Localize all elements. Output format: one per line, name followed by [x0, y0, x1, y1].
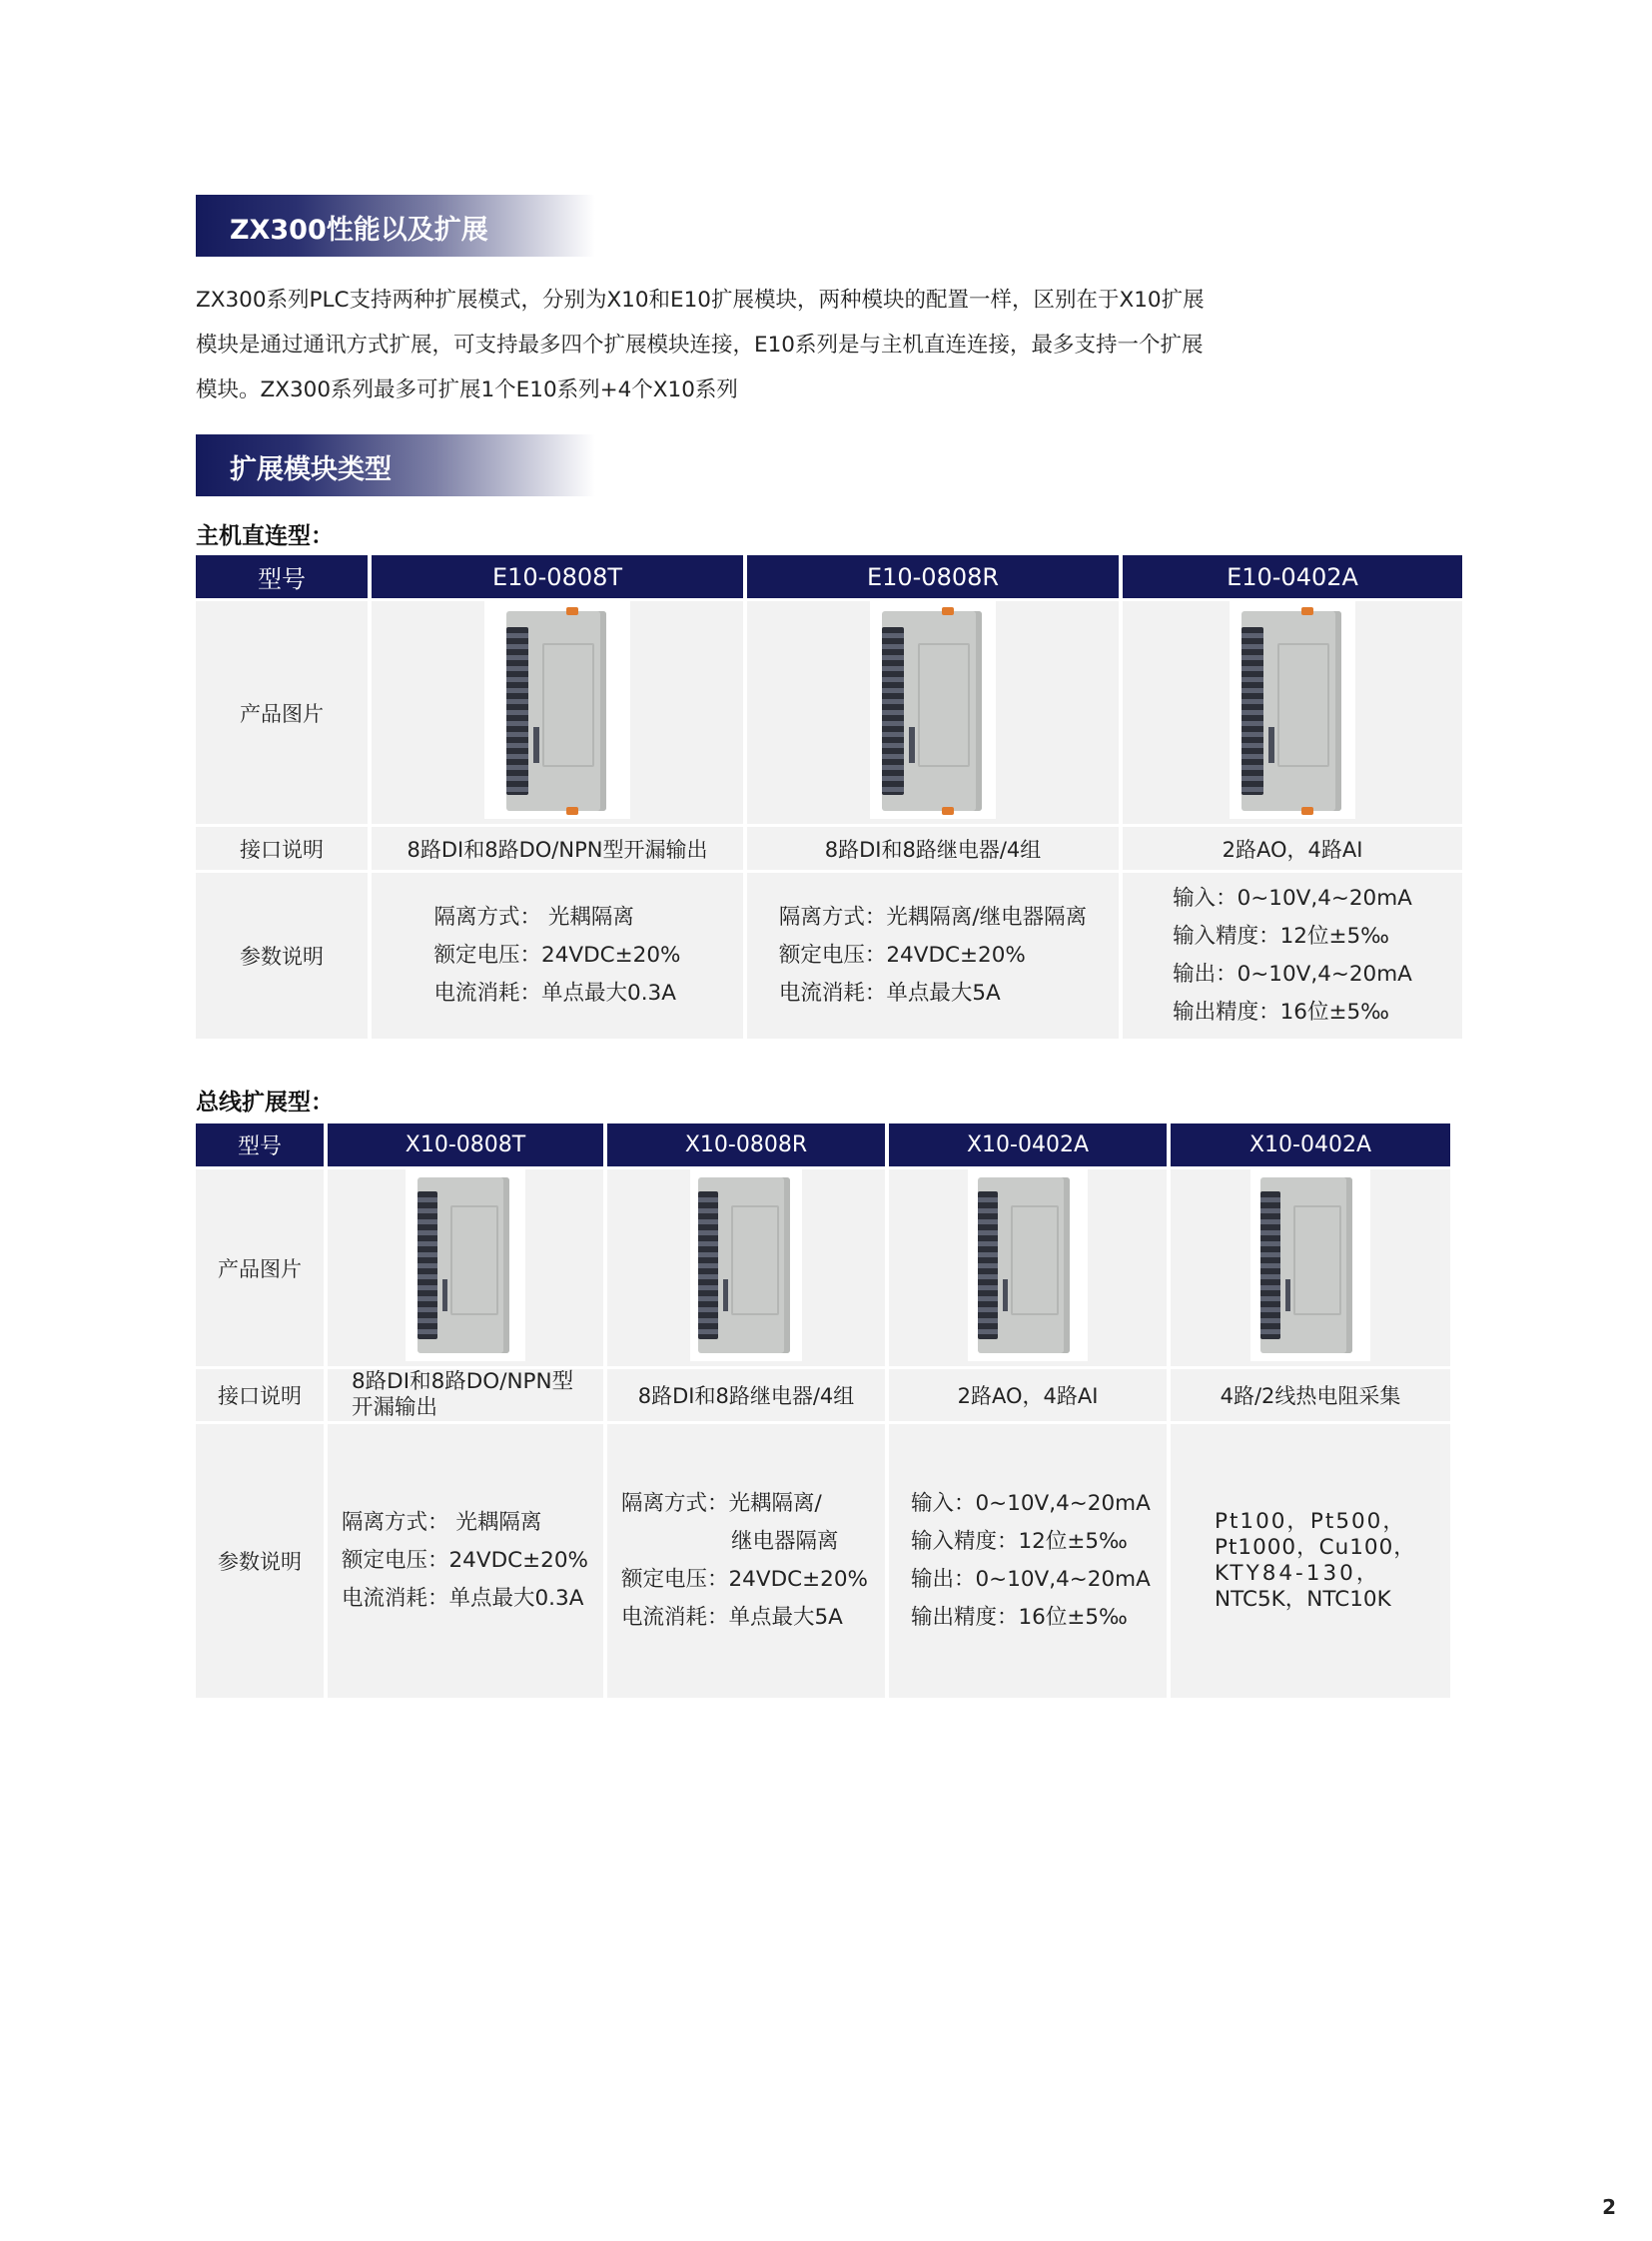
- param-line: 输入精度：12位±5‰: [1173, 924, 1389, 949]
- front-panel: [1011, 1205, 1059, 1315]
- product-image-cell: [1171, 1169, 1450, 1366]
- param-line: 输入精度：12位±5‰: [911, 1529, 1128, 1554]
- terminal-block: [882, 627, 904, 795]
- param-line: 输出：0~10V,4~20mA: [911, 1567, 1151, 1592]
- terminal-block: [978, 1191, 998, 1339]
- module-illustration: [882, 611, 982, 811]
- product-image: [870, 601, 996, 819]
- model-cell: X10-0402A: [889, 1123, 1167, 1166]
- section-title: ZX300性能以及扩展: [230, 215, 488, 246]
- interface-line: 8路DI和8路DO/NPN型: [352, 1369, 574, 1394]
- param-line: Pt1000，Cu100，: [1215, 1535, 1416, 1560]
- param-line: 输出：0~10V,4~20mA: [1173, 962, 1412, 987]
- brand-label: [723, 1279, 729, 1311]
- page-number: 2: [1602, 2195, 1616, 2219]
- table-row-params: [196, 873, 1462, 1039]
- interface-cell: 8路DI和8路继电器/4组: [747, 827, 1119, 870]
- product-image: [690, 1169, 802, 1361]
- brand-label: [909, 727, 915, 763]
- section-title-bar-performance: [196, 195, 595, 257]
- interface-line: 开漏输出: [352, 1395, 438, 1420]
- row-label-params: 参数说明: [196, 1424, 324, 1698]
- row-label-model: 型号: [196, 555, 368, 598]
- section-title: 扩展模块类型: [230, 454, 392, 485]
- params-cell: [747, 873, 1119, 1039]
- brand-label: [1003, 1279, 1009, 1311]
- interface-cell: 2路AO，4路AI: [1123, 827, 1462, 870]
- param-line: KTY84-130，: [1215, 1561, 1381, 1586]
- product-image-cell: [889, 1169, 1167, 1366]
- product-image-cell: [607, 1169, 885, 1366]
- table2-heading: 总线扩展型：: [196, 1090, 334, 1116]
- interface-line: 8路DI和8路继电器/4组: [637, 1384, 855, 1408]
- section-title-bar-module-types: [196, 434, 595, 496]
- row-label-image: 产品图片: [196, 1169, 324, 1366]
- terminal-block: [698, 1191, 718, 1339]
- product-image: [406, 1169, 525, 1361]
- module-illustration: [506, 611, 606, 811]
- module-illustration: [1241, 611, 1341, 811]
- param-line: 额定电压：24VDC±20%: [778, 943, 1026, 968]
- front-panel: [918, 643, 970, 767]
- param-line: 额定电压：24VDC±20%: [433, 943, 681, 968]
- product-image-cell: [747, 601, 1119, 824]
- param-line: 额定电压：24VDC±20%: [621, 1567, 868, 1592]
- module-illustration: [978, 1177, 1070, 1353]
- orange-clip: [566, 607, 578, 615]
- model-cell: E10-0808T: [372, 555, 743, 598]
- table-row-image: [196, 601, 1462, 824]
- front-panel: [450, 1205, 498, 1315]
- terminal-block: [1241, 627, 1263, 795]
- interface-cell: [607, 1369, 885, 1421]
- params-cell: [607, 1424, 885, 1698]
- param-line: 继电器隔离: [731, 1529, 839, 1554]
- param-line: 隔离方式：光耦隔离/: [621, 1491, 822, 1516]
- intro-line: ZX300系列PLC支持两种扩展模式，分别为X10和E10扩展模块，两种模块的配置一样，区别在于X10扩展: [196, 288, 1205, 313]
- params-list: [1215, 1509, 1416, 1613]
- orange-clip: [566, 807, 578, 815]
- row-label-params: 参数说明: [196, 873, 368, 1039]
- model-cell: E10-0808R: [747, 555, 1119, 598]
- brand-label: [533, 727, 539, 763]
- direct-connect-table: [192, 552, 1466, 1042]
- intro-line: 模块是通过通讯方式扩展，可支持最多四个扩展模块连接，E10系列是与主机直连连接，最多支持一个扩展: [196, 333, 1204, 358]
- intro-line: 模块。ZX300系列最多可扩展1个E10系列+4个X10系列: [196, 377, 738, 402]
- param-line: 电流消耗：单点最大5A: [621, 1605, 843, 1630]
- table-row-model: [196, 555, 1462, 598]
- model-cell: X10-0808R: [607, 1123, 885, 1166]
- product-image: [1230, 601, 1355, 819]
- params-list: [342, 1504, 588, 1618]
- orange-clip: [1301, 607, 1313, 615]
- interface-cell: [1171, 1369, 1450, 1421]
- terminal-block: [1260, 1191, 1280, 1339]
- interface-cell: 8路DI和8路DO/NPN型开漏输出: [372, 827, 743, 870]
- product-image-cell: [1123, 601, 1462, 824]
- interface-line: 4路/2线热电阻采集: [1220, 1384, 1401, 1408]
- param-line: 输入：0~10V,4~20mA: [911, 1491, 1151, 1516]
- front-panel: [731, 1205, 779, 1315]
- module-illustration: [1260, 1177, 1352, 1353]
- orange-clip: [1301, 807, 1313, 815]
- table-row-interface: [196, 827, 1462, 870]
- row-label-interface: 接口说明: [196, 827, 368, 870]
- interface-line: 2路AO，4路AI: [957, 1384, 1099, 1408]
- front-panel: [542, 643, 594, 767]
- intro-paragraph: [196, 278, 1274, 412]
- params-list: [1173, 880, 1412, 1032]
- param-line: 电流消耗：单点最大0.3A: [342, 1586, 584, 1611]
- row-label-image: 产品图片: [196, 601, 368, 824]
- front-panel: [1277, 643, 1329, 767]
- table1-heading: 主机直连型：: [196, 523, 334, 549]
- model-cell: X10-0402A: [1171, 1123, 1450, 1166]
- params-list: [911, 1485, 1151, 1637]
- brand-label: [1285, 1279, 1291, 1311]
- front-panel: [1293, 1205, 1341, 1315]
- table-row-model: [196, 1123, 1450, 1166]
- interface-cell: [328, 1369, 603, 1421]
- params-cell: [1171, 1424, 1450, 1698]
- table-row-interface: [196, 1369, 1450, 1421]
- module-illustration: [698, 1177, 790, 1353]
- terminal-block: [506, 627, 528, 795]
- params-cell: [328, 1424, 603, 1698]
- model-cell: X10-0808T: [328, 1123, 603, 1166]
- module-illustration: [417, 1177, 509, 1353]
- param-line: 隔离方式：光耦隔离/继电器隔离: [778, 905, 1088, 930]
- brand-label: [442, 1279, 448, 1311]
- param-line: 隔离方式： 光耦隔离: [342, 1510, 542, 1535]
- params-cell: [1123, 873, 1462, 1039]
- product-image: [1250, 1169, 1370, 1361]
- row-label-interface: 接口说明: [196, 1369, 324, 1421]
- row-label-model: 型号: [196, 1123, 324, 1166]
- product-image: [968, 1169, 1088, 1361]
- param-line: 额定电压：24VDC±20%: [342, 1548, 588, 1573]
- terminal-block: [417, 1191, 437, 1339]
- params-list: [434, 899, 681, 1013]
- param-line: Pt100，Pt500，: [1215, 1509, 1406, 1534]
- bus-expansion-table: [192, 1120, 1454, 1701]
- product-image: [484, 601, 630, 819]
- brand-label: [1268, 727, 1274, 763]
- param-line: 隔离方式： 光耦隔离: [433, 905, 634, 930]
- params-list: [621, 1485, 868, 1637]
- product-image-cell: [372, 601, 743, 824]
- param-line: 电流消耗：单点最大5A: [778, 981, 1001, 1006]
- param-line: 输出精度：16位±5‰: [1173, 1000, 1389, 1025]
- param-line: 输入：0~10V,4~20mA: [1173, 886, 1412, 911]
- orange-clip: [942, 807, 954, 815]
- orange-clip: [942, 607, 954, 615]
- params-cell: [372, 873, 743, 1039]
- table-row-params: [196, 1424, 1450, 1698]
- table-row-image: [196, 1169, 1450, 1366]
- params-cell: [889, 1424, 1167, 1698]
- param-line: 输出精度：16位±5‰: [911, 1605, 1128, 1630]
- param-line: NTC5K，NTC10K: [1215, 1587, 1391, 1612]
- model-cell: E10-0402A: [1123, 555, 1462, 598]
- product-image-cell: [328, 1169, 603, 1366]
- param-line: 电流消耗：单点最大0.3A: [433, 981, 676, 1006]
- params-list: [779, 899, 1087, 1013]
- interface-cell: [889, 1369, 1167, 1421]
